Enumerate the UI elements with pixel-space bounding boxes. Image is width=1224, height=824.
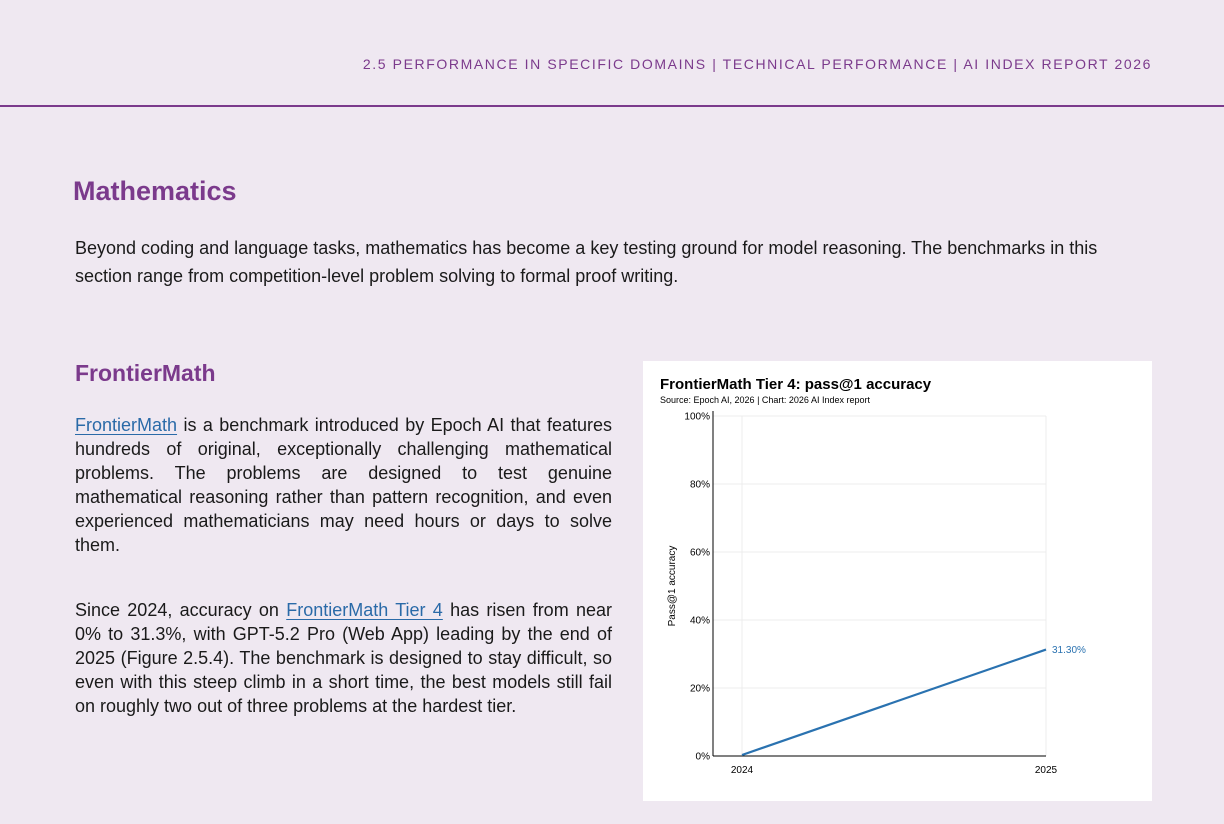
section-title: Mathematics xyxy=(73,176,237,206)
y-tick-label: 20% xyxy=(689,683,710,695)
chart-title: FrontierMath Tier 4: pass@1 accuracy xyxy=(660,376,932,393)
line-chart xyxy=(643,361,1152,801)
running-header: 2.5 PERFORMANCE IN SPECIFIC DOMAINS | TECHNICAL PERFORMANCE | AI INDEX REPORT 2026 xyxy=(362,56,1152,72)
y-tick-label: 80% xyxy=(689,479,710,491)
frontiermath-tier4-link[interactable]: FrontierMath Tier 4 xyxy=(286,600,443,620)
chart-card xyxy=(643,361,1152,801)
paragraph-frontiermath-intro xyxy=(75,413,612,557)
series-line xyxy=(742,650,1046,755)
paragraph-frontiermath-results xyxy=(75,598,612,718)
paragraph-text: Since 2024, accuracy on xyxy=(75,600,287,620)
x-tick-label: 2025 xyxy=(1034,765,1058,776)
section-intro: Beyond coding and language tasks, mathematics has become a key testing ground for model reasoning. The benchmarks in this section range from competition-level problem solving to formal proof writing. xyxy=(75,238,1098,286)
y-axis-label: Pass@1 accuracy xyxy=(667,545,678,627)
y-tick-label: 60% xyxy=(689,547,710,559)
subsection-title: FrontierMath xyxy=(75,360,216,386)
frontiermath-link[interactable]: FrontierMath xyxy=(75,415,178,435)
paragraph-text: is a benchmark introduced by Epoch AI that features hundreds of original, exceptionally challenging mathematical problems. The problems are designed to test genuine mathematical reasoning rather than pattern recognition, and even experienced mathematicians may need hours or days to solve them. xyxy=(75,415,612,555)
chart-source: Source: Epoch AI, 2026 | Chart: 2026 AI Index report xyxy=(660,395,870,405)
paragraph-text: has risen from near 0% to 31.3%, with GPT-5.2 Pro (Web App) leading by the end of 2025 (Figure 2.5.4). The benchmark is designed to stay difficult, so even with this steep climb in a short time, the best models still fail on roughly two out of three problems at the hardest tier. xyxy=(75,600,612,716)
header-rule xyxy=(0,105,1224,107)
y-tick-label: 40% xyxy=(689,615,710,627)
data-label: 31.30% xyxy=(1052,645,1086,657)
x-tick-label: 2024 xyxy=(730,765,754,776)
y-tick-label: 100% xyxy=(684,411,710,423)
y-tick-label: 0% xyxy=(695,751,710,763)
